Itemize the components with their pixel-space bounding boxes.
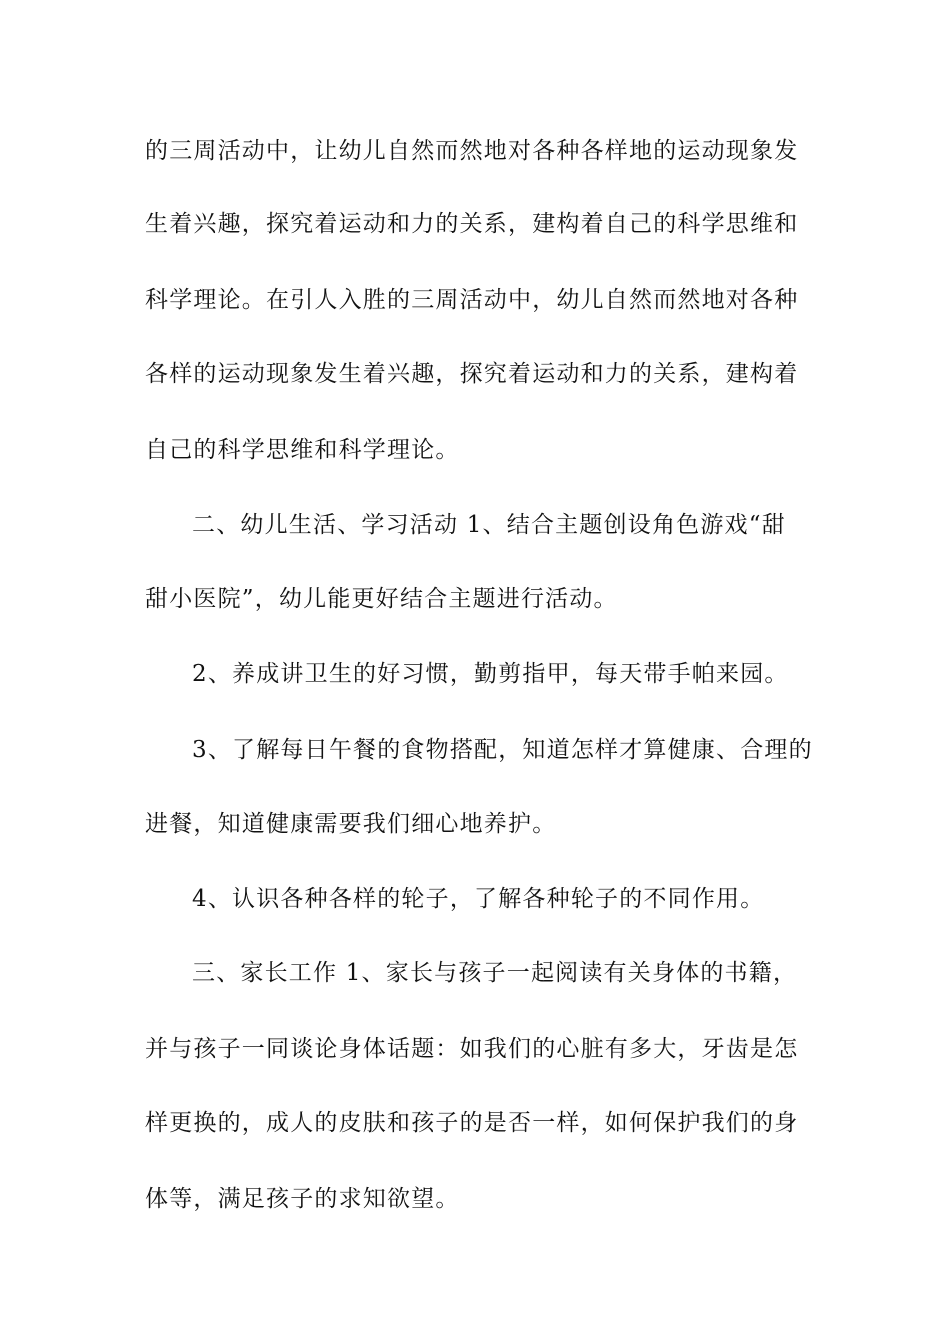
text-line: 自己的科学思维和科学理论。 [145,437,460,463]
text-line: 生着兴趣，探究着运动和力的关系，建构着自己的科学思维和 [145,211,799,237]
text-line: 的三周活动中，让幼儿自然而然地对各种各样地的运动现象发 [145,138,799,164]
section-heading-line: 二、幼儿生活、学习活动 1、结合主题创设角色游戏“甜 [192,512,786,538]
text-line: 进餐，知道健康需要我们细心地养护。 [145,811,557,837]
text-line: 科学理论。在引人入胜的三周活动中，幼儿自然而然地对各种 [145,287,799,313]
text-line: 各样的运动现象发生着兴趣，探究着运动和力的关系，建构着 [145,361,799,387]
section-heading-line: 三、家长工作 1、家长与孩子一起阅读有关身体的书籍， [192,960,798,986]
text-line: 并与孩子一同谈论身体话题：如我们的心脏有多大，牙齿是怎 [145,1036,799,1062]
text-line: 体等，满足孩子的求知欲望。 [145,1186,460,1212]
text-line: 样更换的，成人的皮肤和孩子的是否一样，如何保护我们的身 [145,1110,799,1136]
list-item-line: 2、养成讲卫生的好习惯，勤剪指甲，每天带手帕来园。 [192,661,789,687]
list-item-line: 4、认识各种各样的轮子，了解各种轮子的不同作用。 [192,886,765,912]
list-item-line: 3、了解每日午餐的食物搭配，知道怎样才算健康、合理的 [192,737,813,763]
text-line: 甜小医院”，幼儿能更好结合主题进行活动。 [145,586,618,612]
